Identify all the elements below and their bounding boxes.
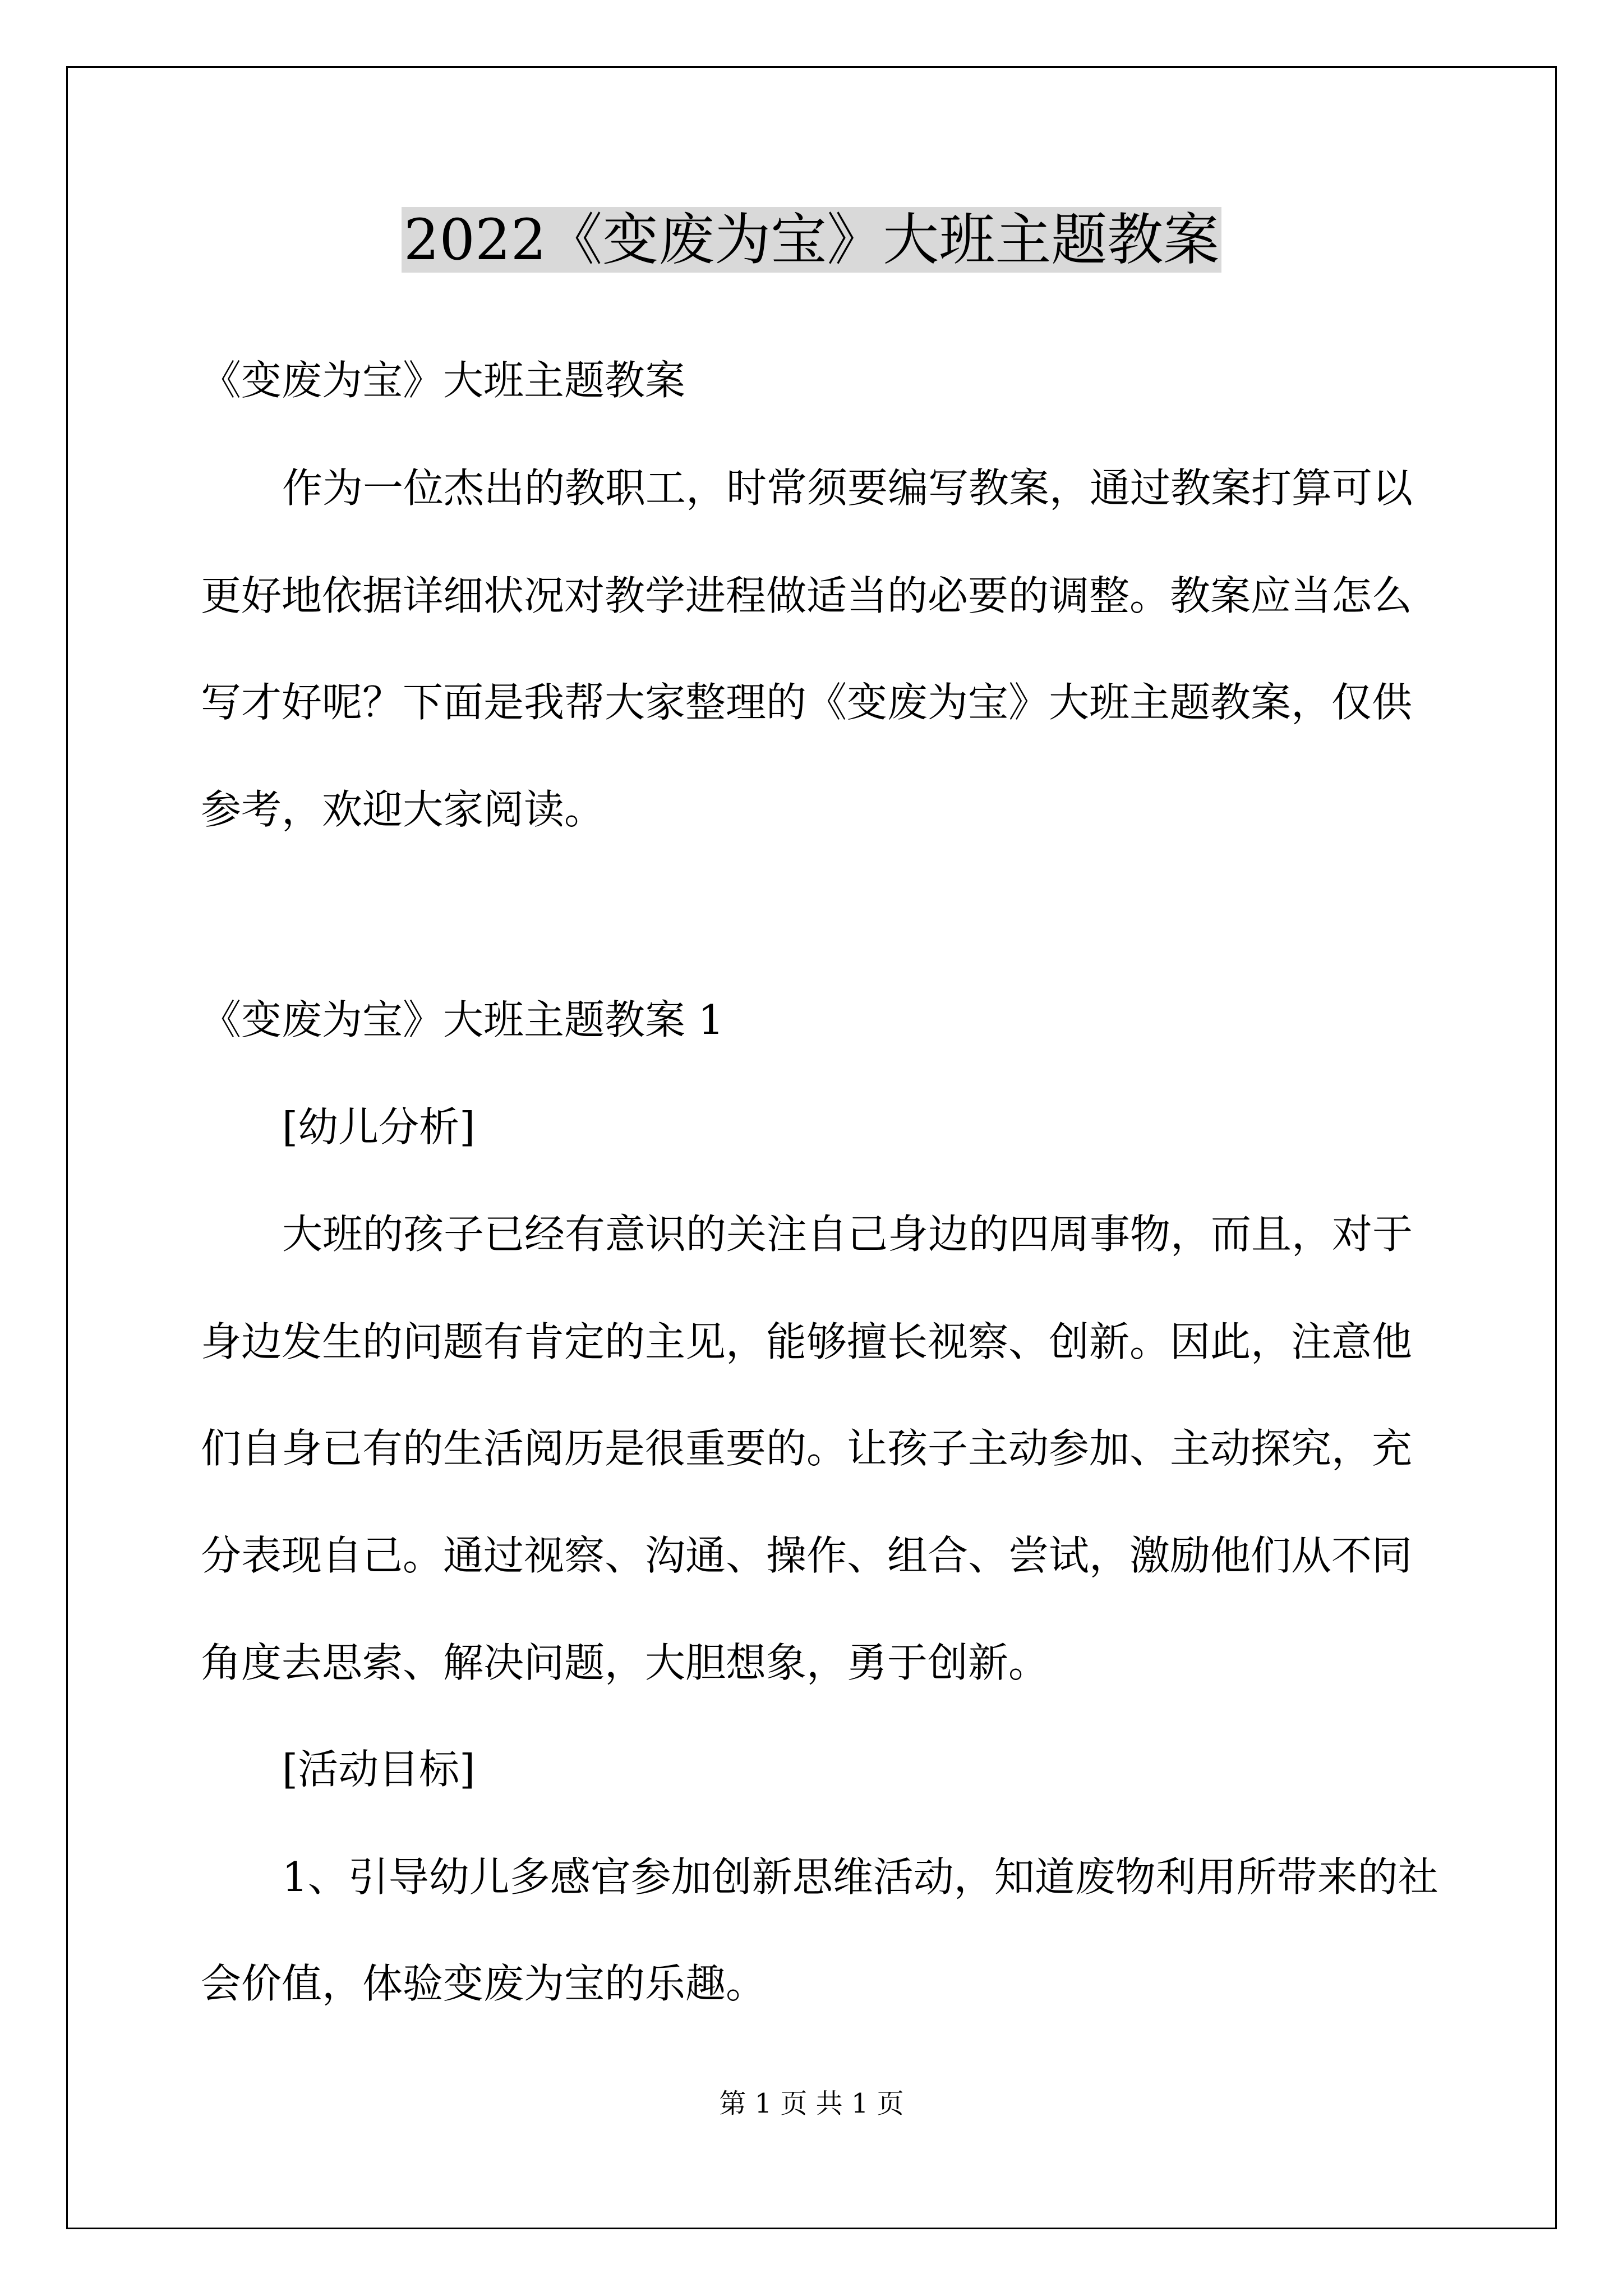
document-subtitle: 《变废为宝》大班主题教案 <box>201 357 686 404</box>
analysis-line-1: 大班的孩子已经有意识的关注自己身边的四周事物，而且，对于 <box>282 1211 1413 1258</box>
intro-line-2: 更好地依据详细状况对教学进程做适当的必要的调整。教案应当怎么 <box>201 572 1413 619</box>
analysis-line-2: 身边发生的问题有肯定的主见，能够擅长视察、创新。因此，注意他 <box>201 1318 1413 1365</box>
analysis-line-4: 分表现自己。通过视察、沟通、操作、组合、尝试，激励他们从不同 <box>201 1532 1413 1579</box>
goal-line-1: 1、引导幼儿多感官参加创新思维活动，知道废物利用所带来的社 <box>282 1853 1438 1901</box>
intro-line-4: 参考，欢迎大家阅读。 <box>201 786 605 833</box>
analysis-line-3: 们自身已有的生活阅历是很重要的。让孩子主动参加、主动探究，充 <box>201 1425 1413 1472</box>
goal-line-2: 会价值，体验变废为宝的乐趣。 <box>201 1960 767 2007</box>
section-heading: 《变废为宝》大班主题教案 1 <box>201 996 724 1043</box>
goals-heading: [活动目标] <box>282 1746 476 1793</box>
document-title <box>0 201 1623 279</box>
intro-line-3: 写才好呢？下面是我帮大家整理的《变废为宝》大班主题教案，仅供 <box>201 679 1413 726</box>
analysis-heading: [幼儿分析] <box>282 1103 476 1151</box>
document-title-text: 2022《变废为宝》大班主题教案 <box>402 207 1222 273</box>
analysis-line-5: 角度去思索、解决问题，大胆想象，勇于创新。 <box>201 1639 1049 1686</box>
page-footer: 第 1 页 共 1 页 <box>719 2088 904 2119</box>
intro-line-1: 作为一位杰出的教职工，时常须要编写教案，通过教案打算可以 <box>282 464 1413 512</box>
